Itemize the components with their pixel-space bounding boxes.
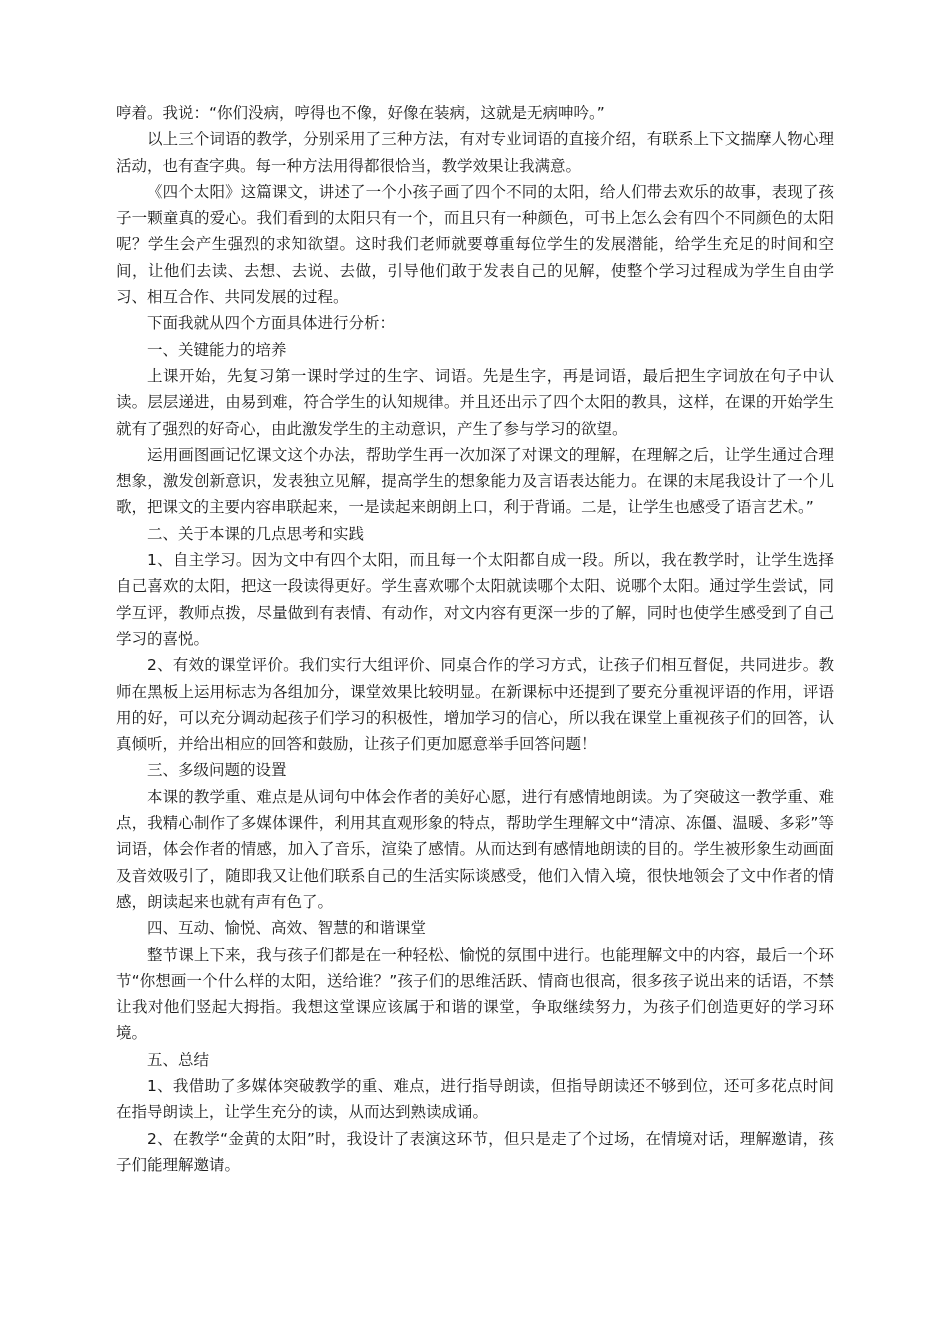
paragraph-continuation: 哼着。我说：“你们没病，哼得也不像，好像在装病，这就是无病呻吟。” [116,104,605,122]
paragraph-section-1b: 运用画图画记忆课文这个办法，帮助学生再一次加深了对课文的理解，在理解之后，让学生通过合理想象，激发创新意识，发表独立见解，提高学生的想象能力及言语表达能力。在课的末尾我设计了一个儿歌，把课文的主要内容串联起来，一是读起来朗朗上口，利于背诵。二是，让学生也感受了语言艺术。” [116,445,834,517]
section-heading-4: 四、互动、愉悦、高效、智慧的和谐课堂 [147,919,427,938]
paragraph-section-1a: 上课开始，先复习第一课时学过的生字、词语。先是生字，再是词语，最后把生字词放在句子中认读。层层递进，由易到难，符合学生的认知规律。并且还出示了四个太阳的教具，这样，在课的开始学生就有了强烈的好奇心，由此激发学生的主动意识，产生了参与学习的欲望。 [116,366,834,438]
section-heading-3: 三、多级问题的设置 [147,761,287,780]
paragraph-summary-1: 1、我借助了多媒体突破教学的重、难点，进行指导朗读，但指导朗读还不够到位，还可多花点时间在指导朗读上，让学生充分的读，从而达到熟读成诵。 [116,1076,834,1122]
paragraph-analysis-intro: 下面我就从四个方面具体进行分析： [147,314,396,333]
paragraph-methods-summary: 以上三个词语的教学，分别采用了三种方法，有对专业词语的直接介绍，有联系上下文揣摩人物心理活动，也有查字典。每一种方法用得都很恰当，教学效果让我满意。 [116,130,834,175]
paragraph-lesson-intro: 《四个太阳》这篇课文，讲述了一个小孩子画了四个不同的太阳，给人们带去欢乐的故事，表现了孩子一颗童真的爱心。我们看到的太阳只有一个，而且只有一种颜色，可书上怎么会有四个不同颜色的太阳呢？学生会产生强烈的求知欲望。这时我们老师就要尊重每位学生的发展潜能，给学生充足的时间和空间，让他们去读、去想、去说、去做，引导他们敢于发表自己的见解，使整个学习过程成为学生自由学习、相互合作、共同发展的过程。 [116,182,834,307]
paragraph-section-2a: 1、自主学习。因为文中有四个太阳，而且每一个太阳都自成一段。所以，我在教学时，让学生选择自己喜欢的太阳，把这一段读得更好。学生喜欢哪个太阳就读哪个太阳、说哪个太阳。通过学生尝试，同学互评，教师点拨，尽量做到有表情、有动作，对文内容有更深一步的了解，同时也使学生感受到了自己学习的喜悦。 [116,551,834,648]
document-body [116,100,834,1178]
paragraph-section-4: 整节课上下来，我与孩子们都是在一种轻松、愉悦的氛围中进行。也能理解文中的内容，最后一个环节“你想画一个什么样的太阳，送给谁？”孩子们的思维活跃、情商也很高，很多孩子说出来的话语，不禁让我对他们竖起大拇指。我想这堂课应该属于和谐的课堂，争取继续努力，为孩子们创造更好的学习环境。 [116,945,834,1043]
section-heading-1: 一、关键能力的培养 [147,340,287,359]
section-heading-5: 五、总结 [147,1050,210,1069]
paragraph-summary-2: 2、在教学“金黄的太阳”时，我设计了表演这环节，但只是走了个过场，在情境对话，理解邀请，孩子们能理解邀请。 [116,1129,834,1174]
paragraph-section-3: 本课的教学重、难点是从词句中体会作者的美好心愿，进行有感情地朗读。为了突破这一教学重、难点，我精心制作了多媒体课件，利用其直观形象的特点，帮助学生理解文中“清凉、冻僵、温暖、多彩”等词语，体会作者的情感，加入了音乐，渲染了感情。从而达到有感情地朗读的目的。学生被形象生动画面及音效吸引了，随即我又让他们联系自己的生活实际谈感受，他们入情入境，很快地领会了文中作者的情感，朗读起来也就有声有色了。 [116,787,834,911]
paragraph-section-2b: 2、有效的课堂评价。我们实行大组评价、同桌合作的学习方式，让孩子们相互督促，共同进步。教师在黑板上运用标志为各组加分，课堂效果比较明显。在新课标中还提到了要充分重视评语的作用，评语用的好，可以充分调动起孩子们学习的积极性，增加学习的信心，所以我在课堂上重视孩子们的回答，认真倾听，并给出相应的回答和鼓励，让孩子们更加愿意举手回答问题！ [116,656,834,754]
section-heading-2: 二、关于本课的几点思考和实践 [147,524,365,543]
